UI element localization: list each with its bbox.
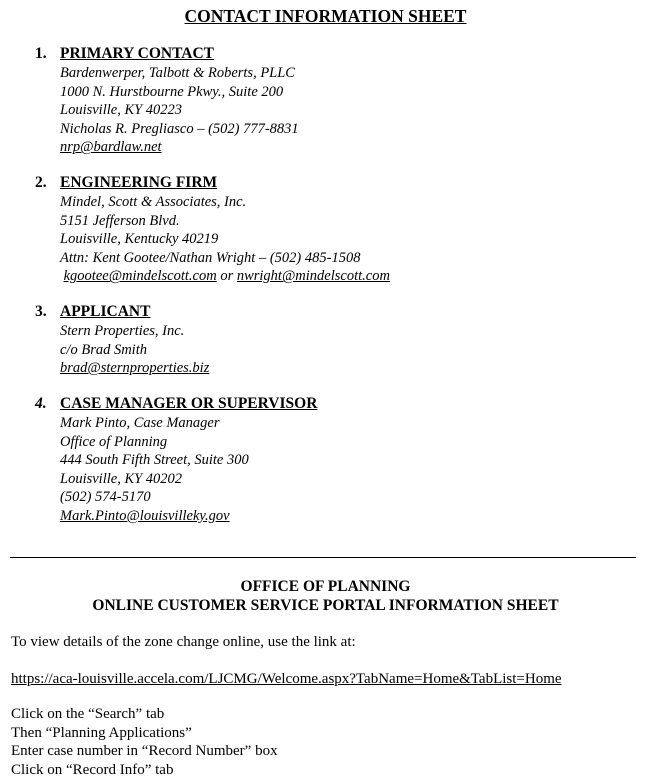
- section-heading: ENGINEERING FIRM: [60, 174, 218, 191]
- portal-steps: [11, 705, 278, 779]
- step-item: Click on the “Search” tab: [11, 706, 165, 722]
- email-link-2[interactable]: nwright@mindelscott.com: [236, 268, 390, 285]
- section-number: 4.: [35, 395, 47, 412]
- contact-line: Mindel, Scott & Associates, Inc.: [60, 194, 247, 210]
- portal-intro: To view details of the zone change online, use the link at:: [11, 634, 356, 650]
- step-item: Click on “Record Info” tab: [11, 761, 174, 778]
- horizontal-divider: [10, 557, 636, 558]
- section-number: 1.: [35, 45, 47, 62]
- contact-line: Nicholas R. Pregliasco – (502) 777-8831: [60, 120, 299, 137]
- contact-line: Office of Planning: [60, 433, 168, 450]
- page-title: CONTACT INFORMATION SHEET: [184, 6, 467, 26]
- email-link[interactable]: nrp@bardlaw.net: [60, 139, 162, 156]
- section-heading: APPLICANT: [60, 303, 151, 320]
- section-heading: PRIMARY CONTACT: [60, 45, 215, 62]
- portal-heading: OFFICE OF PLANNING: [240, 578, 411, 595]
- contact-line: Louisville, Kentucky 40219: [60, 231, 219, 248]
- email-link[interactable]: brad@sternproperties.biz: [60, 360, 210, 377]
- section-number: 2.: [35, 174, 47, 191]
- email-link[interactable]: Mark.Pinto@louisvilleky.gov: [60, 507, 230, 524]
- portal-url-link[interactable]: https://aca-louisville.accela.com/LJCMG/Welcome.aspx?TabName=Home&TabList=Home: [11, 671, 562, 687]
- contact-line: 1000 N. Hurstbourne Pkwy., Suite 200: [60, 83, 284, 100]
- contact-line: 5151 Jefferson Blvd.: [60, 212, 180, 229]
- portal-subheading: ONLINE CUSTOMER SERVICE PORTAL INFORMATION SHEET: [92, 597, 559, 614]
- contact-line: (502) 574-5170: [60, 489, 151, 506]
- contact-line: 444 South Fifth Street, Suite 300: [60, 452, 249, 469]
- contact-line: Attn: Kent Gootee/Nathan Wright – (502) 485-1508: [60, 249, 361, 266]
- step-item: Then “Planning Applications”: [11, 724, 192, 741]
- contact-line: Bardenwerper, Talbott & Roberts, PLLC: [60, 65, 295, 81]
- email-joiner: or: [216, 268, 237, 285]
- contact-line: Louisville, KY 40223: [60, 102, 183, 119]
- step-item: Enter case number in “Record Number” box: [11, 743, 278, 759]
- contact-line: Louisville, KY 40202: [60, 470, 183, 487]
- contact-line: Mark Pinto, Case Manager: [60, 415, 220, 431]
- section-number: 3.: [35, 303, 47, 320]
- contact-line: Stern Properties, Inc.: [60, 323, 185, 339]
- contact-line: c/o Brad Smith: [60, 341, 147, 358]
- section-heading: CASE MANAGER OR SUPERVISOR: [60, 395, 318, 412]
- email-link[interactable]: kgootee@mindelscott.com: [63, 268, 217, 285]
